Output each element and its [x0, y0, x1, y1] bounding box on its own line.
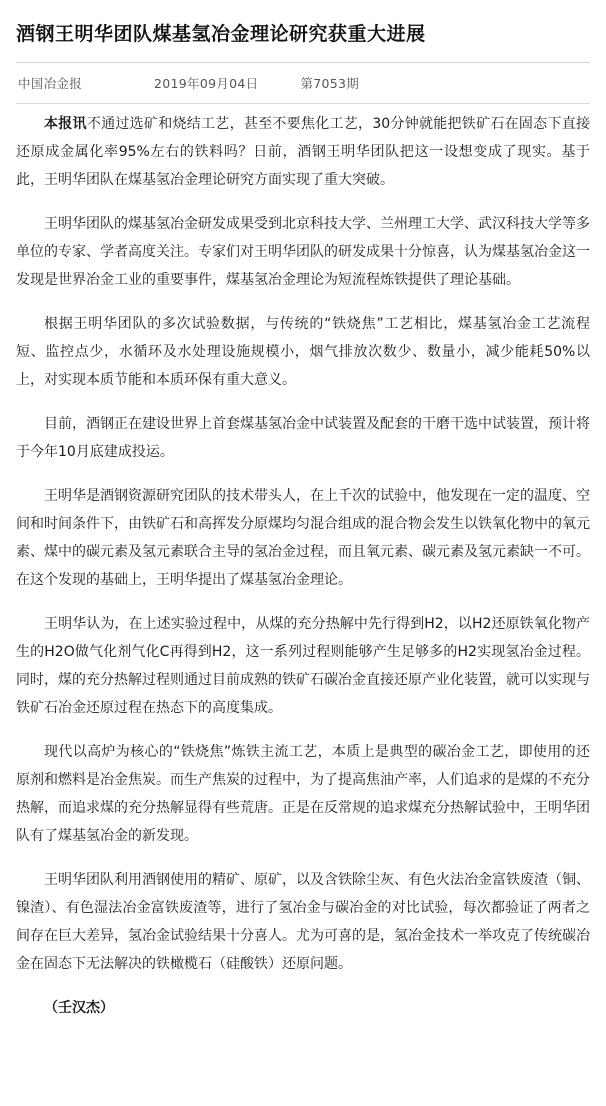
page-title: 酒钢王明华团队煤基氢冶金理论研究获重大进展	[16, 23, 426, 45]
article-meta	[16, 63, 590, 103]
paragraph-5: 王明华是酒钢资源研究团队的技术带头人，在上千次的试验中，他发现在一定的温度、空间和时间条件下，由铁矿石和高挥发分原煤均匀混合组成的混合物会发生以铁氧化物中的氧元素、煤中的碳元素及氢元素联合主导的氢冶金过程，而且氧元素、碳元素及氢元素缺一不可。在这个发现的基础上，王明华提出了煤基氢冶金理论。	[16, 487, 590, 588]
paragraph-7: 现代以高炉为核心的“铁烧焦”炼铁主流工艺，本质上是典型的碳冶金工艺，即使用的还原剂和燃料是冶金焦炭。而生产焦炭的过程中，为了提高焦油产率，人们追求的是煤的不充分热解，而追求煤的充分热解显得有些荒唐。正是在反常规的追求煤充分热解试验中，王明华团队有了煤基氢冶金的新发现。	[16, 743, 590, 844]
meta-source: 中国冶金报	[18, 75, 83, 91]
paragraph-6: 王明华认为，在上述实验过程中，从煤的充分热解中先行得到H2，以H2还原铁氧化物产生的H2O做气化剂气化C再得到H2，这一系列过程则能够产生足够多的H2实现氢冶金过程。同时，煤的充分热解过程则通过目前成熟的铁矿石碳冶金直接还原产业化装置，就可以实现与铁矿石冶金还原过程在热态下的高度集成。	[16, 615, 590, 716]
meta-date: 2019年09月04日	[154, 75, 259, 91]
article-signature: （壬汉杰）	[44, 999, 114, 1016]
paragraph-4: 目前，酒钢正在建设世界上首套煤基氢冶金中试装置及配套的干磨干选中试装置，预计将于今年10月底建成投运。	[16, 415, 590, 460]
paragraph-3: 根据王明华团队的多次试验数据，与传统的“铁烧焦”工艺相比，煤基氢冶金工艺流程短、监控点少，水循环及水处理设施规模小，烟气排放次数少、数量小，减少能耗50%以上，对实现本质节能和本质环保有重大意义。	[16, 315, 590, 388]
article-body	[16, 104, 590, 1022]
paragraph-2: 王明华团队的煤基氢冶金研发成果受到北京科技大学、兰州理工大学、武汉科技大学等多单位的专家、学者高度关注。专家们对王明华团队的研发成果十分惊喜，认为煤基氢冶金这一发现是世界冶金工业的重要事件，煤基氢冶金理论为短流程炼铁提供了理论基础。	[16, 215, 590, 288]
meta-issue: 第7053期	[300, 75, 360, 91]
paragraph-1	[16, 110, 590, 194]
paragraph-8: 王明华团队利用酒钢使用的精矿、原矿，以及含铁除尘灰、有色火法冶金富铁废渣（铜、镍渣）、有色湿法冶金富铁废渣等，进行了氢冶金与碳冶金的对比试验，每次都验证了两者之间存在巨大差异，氢冶金试验结果十分喜人。尤为可喜的是，氢冶金技术一举攻克了传统碳冶金在固态下无法解决的铁橄榄石（硅酸铁）还原问题。	[16, 871, 590, 972]
paragraph-text: 不通过选矿和烧结工艺，甚至不要焦化工艺，30分钟就能把铁矿石在固态下直接还原成金属化率95%左右的铁料吗？日前，酒钢王明华团队把这一设想变成了现实。基于此，王明华团队在煤基氢冶金理论研究方面实现了重大突破。	[16, 115, 591, 188]
lead-label: 本报讯	[44, 115, 87, 132]
